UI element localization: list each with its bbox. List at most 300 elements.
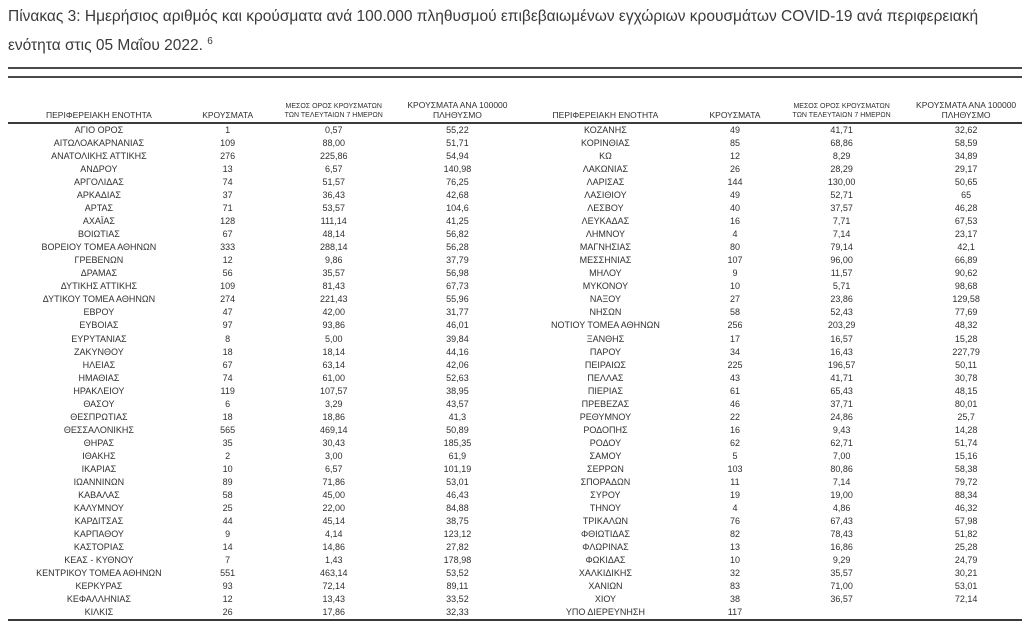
region-name-cell: ΡΕΘΥΜΝΟΥ bbox=[579, 411, 632, 422]
col-header-per100k bbox=[910, 78, 1022, 124]
table-row bbox=[514, 489, 1022, 502]
per100k-cell: 55,22 bbox=[446, 125, 469, 135]
region-name-cell: ΔΡΑΜΑΣ bbox=[80, 268, 118, 279]
per100k-cell: 185,35 bbox=[443, 437, 472, 448]
cases-cell: 274 bbox=[220, 294, 236, 305]
region-name-cell: ΑΡΚΑΔΙΑΣ bbox=[76, 190, 121, 201]
region-name-cell: ΞΑΝΘΗΣ bbox=[586, 333, 625, 344]
per100k-cell: 44,16 bbox=[446, 346, 469, 357]
region-name-cell: ΠΕΛΛΑΣ bbox=[587, 372, 624, 383]
per100k-cell: 227,79 bbox=[952, 346, 980, 357]
avg7day-cell: 18,14 bbox=[322, 346, 345, 357]
avg7day-cell: 469,14 bbox=[319, 424, 348, 435]
per100k-cell: 52,63 bbox=[446, 372, 469, 383]
table-row bbox=[514, 189, 1022, 202]
per100k-cell: 30,21 bbox=[954, 568, 978, 579]
table-row bbox=[514, 528, 1022, 541]
cases-cell: 6 bbox=[225, 398, 231, 409]
per100k-cell: 50,65 bbox=[954, 177, 978, 188]
table-row bbox=[514, 137, 1022, 150]
avg7day-cell bbox=[773, 606, 910, 619]
per100k-cell: 61,9 bbox=[448, 450, 467, 461]
table-row bbox=[514, 267, 1022, 280]
cases-cell: 103 bbox=[727, 463, 743, 474]
region-name-cell: ΦΘΙΩΤΙΔΑΣ bbox=[580, 528, 630, 539]
table-row bbox=[8, 424, 513, 437]
region-name-cell: ΣΕΡΡΩΝ bbox=[587, 463, 624, 474]
region-name-cell: ΘΗΡΑΣ bbox=[83, 437, 115, 448]
avg7day-cell: 11,57 bbox=[830, 268, 853, 279]
table-row bbox=[8, 189, 513, 202]
cases-cell: 4 bbox=[732, 502, 738, 513]
region-name-cell: ΦΛΩΡΙΝΑΣ bbox=[582, 542, 629, 552]
region-name-cell: ΕΥΡΥΤΑΝΙΑΣ bbox=[71, 333, 127, 344]
avg7day-cell: 107,57 bbox=[319, 385, 348, 396]
per100k-cell: 129,58 bbox=[952, 294, 980, 305]
region-name-cell: ΗΡΑΚΛΕΙΟΥ bbox=[73, 385, 125, 396]
per100k-cell: 51,82 bbox=[954, 528, 978, 539]
cases-cell: 109 bbox=[220, 281, 236, 292]
per100k-cell: 58,38 bbox=[954, 463, 978, 474]
per100k-cell: 72,14 bbox=[954, 594, 978, 605]
region-name-cell: ΑΡΓΟΛΙΔΑΣ bbox=[73, 177, 124, 188]
table-row bbox=[8, 176, 513, 189]
col-header-region: ΠΕΡΙΦΕΡΕΙΑΚΗ ΕΝΟΤΗΤΑ bbox=[45, 110, 152, 120]
per100k-cell: 31,77 bbox=[446, 307, 469, 318]
cases-cell: 35 bbox=[222, 437, 233, 448]
avg7day-cell: 5,71 bbox=[832, 281, 851, 292]
cases-cell: 62 bbox=[729, 437, 740, 448]
per100k-cell: 48,32 bbox=[954, 320, 978, 331]
table-row bbox=[8, 528, 513, 541]
avg7day-cell: 53,57 bbox=[322, 203, 345, 214]
table-row bbox=[8, 163, 513, 176]
per100k-cell: 41,25 bbox=[446, 216, 469, 227]
cases-cell: 40 bbox=[729, 203, 740, 214]
region-name-cell: ΣΑΜΟΥ bbox=[589, 450, 622, 461]
cases-cell: 12 bbox=[729, 151, 740, 162]
avg7day-cell: 36,43 bbox=[322, 190, 345, 201]
region-name-cell: ΠΙΕΡΙΑΣ bbox=[587, 385, 623, 396]
per100k-cell: 23,17 bbox=[954, 229, 978, 240]
cases-cell: 85 bbox=[729, 138, 740, 149]
per100k-cell: 50,89 bbox=[446, 424, 469, 435]
cases-cell: 93 bbox=[222, 581, 233, 592]
per100k-cell: 57,98 bbox=[954, 515, 978, 526]
avg7day-cell: 36,57 bbox=[830, 594, 853, 605]
avg7day-cell: 111,14 bbox=[320, 216, 347, 227]
region-name-cell: ΚΑΡΠΑΘΟΥ bbox=[73, 528, 124, 539]
avg7day-cell: 17,86 bbox=[322, 607, 345, 618]
region-name-cell: ΝΗΣΩΝ bbox=[589, 307, 622, 318]
avg7day-cell: 9,29 bbox=[832, 555, 851, 566]
avg7day-cell: 22,00 bbox=[322, 502, 345, 513]
per100k-cell: 53,01 bbox=[446, 476, 469, 487]
per100k-cell: 101,19 bbox=[443, 463, 472, 474]
covid-table-left-body bbox=[8, 124, 513, 619]
cases-cell: 109 bbox=[220, 138, 236, 149]
table-caption bbox=[8, 4, 1020, 58]
table-row bbox=[8, 567, 513, 580]
avg7day-cell: 9,43 bbox=[832, 424, 851, 435]
per100k-cell: 51,71 bbox=[446, 138, 469, 149]
region-name-cell: ΥΠΟ ΔΙΕΡΕΥΝΗΣΗ bbox=[565, 607, 645, 618]
region-name-cell: ΚΙΛΚΙΣ bbox=[84, 607, 114, 618]
avg7day-cell: 130,00 bbox=[827, 177, 856, 188]
avg7day-cell: 63,14 bbox=[322, 359, 345, 370]
cases-cell: 19 bbox=[729, 489, 740, 500]
per100k-cell: 46,43 bbox=[446, 489, 469, 500]
per100k-cell: 42,06 bbox=[446, 359, 469, 370]
avg7day-cell: 51,57 bbox=[322, 177, 345, 188]
table-row bbox=[514, 163, 1022, 176]
cases-cell: 32 bbox=[729, 568, 740, 579]
per100k-cell: 38,75 bbox=[446, 515, 469, 526]
table-row bbox=[8, 150, 513, 163]
table-row bbox=[8, 554, 513, 567]
region-name-cell: ΑΡΤΑΣ bbox=[84, 203, 114, 214]
avg7day-cell: 79,14 bbox=[830, 242, 853, 253]
avg7day-cell: 16,43 bbox=[830, 346, 853, 357]
cases-cell: 67 bbox=[222, 229, 233, 240]
table-row bbox=[514, 333, 1022, 346]
per100k-cell: 39,84 bbox=[446, 333, 469, 344]
table-row bbox=[8, 333, 513, 346]
avg7day-cell: 68,86 bbox=[830, 138, 853, 149]
cases-cell: 565 bbox=[220, 424, 236, 435]
cases-cell: 26 bbox=[222, 607, 233, 618]
avg7day-cell: 16,57 bbox=[830, 333, 853, 344]
region-name-cell: ΛΑΚΩΝΙΑΣ bbox=[582, 164, 629, 175]
table-row bbox=[514, 372, 1022, 385]
region-name-cell: ΕΒΡΟΥ bbox=[83, 307, 115, 318]
cases-cell: 256 bbox=[727, 320, 743, 331]
table-row bbox=[8, 346, 513, 359]
per100k-cell: 178,98 bbox=[443, 555, 472, 566]
region-name-cell: ΒΟΡΕΙΟΥ ΤΟΜΕΑ ΑΘΗΝΩΝ bbox=[41, 242, 157, 253]
avg7day-cell: 41,71 bbox=[830, 372, 853, 383]
table-row bbox=[8, 476, 513, 489]
region-name-cell: ΗΜΑΘΙΑΣ bbox=[78, 372, 120, 383]
cases-cell: 61 bbox=[729, 385, 740, 396]
table-row bbox=[514, 398, 1022, 411]
avg7day-cell: 30,43 bbox=[322, 437, 345, 448]
avg7day-cell: 288,14 bbox=[319, 242, 348, 253]
avg7day-cell: 203,29 bbox=[827, 320, 856, 331]
avg7day-cell: 24,86 bbox=[830, 411, 853, 422]
region-name-cell: ΔΥΤΙΚΟΥ ΤΟΜΕΑ ΑΘΗΝΩΝ bbox=[42, 294, 156, 305]
region-name-cell: ΘΑΣΟΥ bbox=[83, 398, 115, 409]
cases-cell: 9 bbox=[732, 268, 738, 279]
table-row bbox=[8, 606, 513, 619]
per100k-cell: 27,82 bbox=[446, 542, 469, 552]
region-name-cell: ΑΓΙΟ ΟΡΟΣ bbox=[74, 125, 124, 135]
cases-cell: 26 bbox=[729, 164, 740, 175]
per100k-cell: 98,68 bbox=[954, 281, 978, 292]
avg7day-cell: 13,43 bbox=[322, 594, 345, 605]
avg7day-cell: 5,00 bbox=[324, 333, 343, 344]
table-row bbox=[514, 580, 1022, 593]
avg7day-cell: 62,71 bbox=[830, 437, 853, 448]
per100k-cell: 56,98 bbox=[446, 268, 469, 279]
region-name-cell: ΚΟΖΑΝΗΣ bbox=[584, 125, 627, 135]
per100k-cell: 123,12 bbox=[443, 528, 472, 539]
table-row bbox=[8, 241, 513, 254]
per100k-cell: 42,1 bbox=[957, 242, 975, 253]
avg7day-cell: 8,29 bbox=[832, 151, 851, 162]
avg7day-cell: 42,00 bbox=[322, 307, 345, 318]
region-name-cell: ΤΡΙΚΑΛΩΝ bbox=[582, 515, 629, 526]
table-row bbox=[8, 411, 513, 424]
table-row bbox=[514, 450, 1022, 463]
table-row bbox=[514, 606, 1022, 619]
table-row bbox=[8, 541, 513, 554]
cases-cell: 18 bbox=[222, 346, 233, 357]
region-name-cell: ΛΕΥΚΑΔΑΣ bbox=[581, 216, 630, 227]
per100k-cell: 43,57 bbox=[446, 398, 469, 409]
cases-cell: 7 bbox=[225, 555, 231, 566]
avg7day-cell: 4,14 bbox=[324, 528, 343, 539]
col-header-avg7day-line2: ΤΩΝ ΤΕΛΕΥΤΑΙΩΝ 7 ΗΜΕΡΩΝ bbox=[284, 111, 383, 119]
avg7day-cell: 4,86 bbox=[832, 502, 851, 513]
region-name-cell: ΛΑΣΙΘΙΟΥ bbox=[584, 190, 627, 201]
cases-cell: 56 bbox=[222, 268, 233, 279]
per100k-cell: 90,62 bbox=[954, 268, 978, 279]
table-row bbox=[8, 215, 513, 228]
table-row bbox=[8, 306, 513, 319]
avg7day-cell: 225,86 bbox=[319, 151, 348, 162]
table-row bbox=[8, 372, 513, 385]
cases-cell: 16 bbox=[729, 216, 740, 227]
table-row bbox=[514, 228, 1022, 241]
cases-cell: 83 bbox=[729, 581, 740, 592]
table-bottom-rule bbox=[8, 619, 1022, 621]
per100k-cell: 48,15 bbox=[954, 385, 978, 396]
col-header-cases: ΚΡΟΥΣΜΑΤΑ bbox=[709, 110, 761, 120]
cases-cell: 58 bbox=[222, 489, 233, 500]
cases-cell: 13 bbox=[222, 164, 233, 175]
cases-cell: 276 bbox=[220, 151, 236, 162]
region-name-cell: ΑΙΤΩΛΟΑΚΑΡΝΑΝΙΑΣ bbox=[53, 138, 145, 149]
cases-cell: 128 bbox=[220, 216, 236, 227]
per100k-cell: 15,16 bbox=[954, 450, 978, 461]
per100k-cell: 25,28 bbox=[954, 542, 978, 552]
covid-table-left bbox=[8, 78, 513, 619]
per100k-cell: 140,98 bbox=[443, 164, 472, 175]
cases-cell: 10 bbox=[729, 281, 740, 292]
region-name-cell: ΛΗΜΝΟΥ bbox=[585, 229, 626, 240]
avg7day-cell: 6,57 bbox=[324, 463, 343, 474]
avg7day-cell: 3,29 bbox=[324, 398, 343, 409]
avg7day-cell: 61,00 bbox=[322, 372, 345, 383]
table-row bbox=[8, 463, 513, 476]
region-name-cell: ΛΕΣΒΟΥ bbox=[587, 203, 624, 214]
region-name-cell: ΜΥΚΟΝΟΥ bbox=[582, 281, 629, 292]
cases-cell: 9 bbox=[225, 528, 231, 539]
cases-cell: 1 bbox=[225, 125, 231, 135]
region-name-cell: ΚΕΡΚΥΡΑΣ bbox=[75, 581, 123, 592]
region-name-cell: ΣΠΟΡΑΔΩΝ bbox=[580, 476, 631, 487]
per100k-cell: 53,01 bbox=[954, 581, 978, 592]
table-row bbox=[514, 293, 1022, 306]
per100k-cell: 41,3 bbox=[448, 411, 467, 422]
region-name-cell: ΠΡΕΒΕΖΑΣ bbox=[581, 398, 630, 409]
avg7day-cell: 52,43 bbox=[830, 307, 853, 318]
table-row bbox=[8, 359, 513, 372]
avg7day-cell: 7,14 bbox=[832, 476, 851, 487]
per100k-cell: 84,88 bbox=[446, 502, 469, 513]
cases-cell: 46 bbox=[729, 398, 740, 409]
avg7day-cell: 45,00 bbox=[322, 489, 345, 500]
per100k-cell: 58,59 bbox=[954, 138, 978, 149]
cases-cell: 551 bbox=[220, 568, 236, 579]
per100k-cell: 104,6 bbox=[446, 203, 469, 214]
per100k-cell: 55,96 bbox=[446, 294, 469, 305]
cases-cell: 11 bbox=[730, 476, 740, 487]
region-name-cell: ΘΕΣΠΡΩΤΙΑΣ bbox=[70, 411, 128, 422]
col-header-region: ΠΕΡΙΦΕΡΕΙΑΚΗ ΕΝΟΤΗΤΑ bbox=[552, 110, 659, 120]
region-name-cell: ΙΚΑΡΙΑΣ bbox=[81, 463, 117, 474]
per100k-cell: 46,28 bbox=[954, 203, 978, 214]
cases-cell: 74 bbox=[222, 177, 233, 188]
per100k-cell: 34,89 bbox=[954, 151, 978, 162]
top-rule-upper bbox=[8, 67, 1022, 69]
footnote-ref: 6 bbox=[207, 36, 213, 47]
table-row bbox=[8, 228, 513, 241]
col-header-avg7day bbox=[773, 78, 910, 124]
cases-cell: 225 bbox=[727, 359, 743, 370]
avg7day-cell: 72,14 bbox=[322, 581, 345, 592]
table-row bbox=[514, 554, 1022, 567]
region-name-cell: ΚΑΒΑΛΑΣ bbox=[78, 489, 120, 500]
avg7day-cell: 67,43 bbox=[830, 515, 853, 526]
avg7day-cell: 7,71 bbox=[832, 216, 851, 227]
table-row bbox=[514, 593, 1022, 606]
per100k-cell: 33,52 bbox=[446, 594, 469, 605]
region-name-cell: ΚΑΡΔΙΤΣΑΣ bbox=[74, 515, 124, 526]
cases-cell: 49 bbox=[729, 190, 740, 201]
cases-cell: 12 bbox=[222, 594, 233, 605]
cases-cell: 17 bbox=[729, 333, 740, 344]
per100k-cell: 76,25 bbox=[446, 177, 469, 188]
cases-cell: 16 bbox=[729, 424, 740, 435]
avg7day-cell: 88,00 bbox=[322, 138, 345, 149]
region-name-cell: ΗΛΕΙΑΣ bbox=[82, 359, 116, 370]
cases-cell: 47 bbox=[222, 307, 233, 318]
per100k-cell: 67,53 bbox=[954, 216, 978, 227]
region-name-cell: ΔΥΤΙΚΗΣ ΑΤΤΙΚΗΣ bbox=[60, 281, 138, 292]
region-name-cell: ΧΑΝΙΩΝ bbox=[588, 581, 623, 592]
cases-cell: 117 bbox=[727, 607, 743, 618]
avg7day-cell: 221,43 bbox=[319, 294, 348, 305]
table-row bbox=[514, 411, 1022, 424]
table-row bbox=[514, 476, 1022, 489]
per100k-cell: 50,11 bbox=[955, 359, 978, 370]
per100k-cell bbox=[910, 606, 1022, 619]
region-name-cell: ΤΗΝΟΥ bbox=[589, 502, 622, 513]
col-header-avg7day-line1: ΜΕΣΟΣ ΟΡΟΣ ΚΡΟΥΣΜΑΤΩΝ bbox=[793, 103, 890, 110]
avg7day-cell: 16,86 bbox=[830, 542, 853, 552]
per100k-cell: 89,11 bbox=[446, 581, 469, 592]
avg7day-cell: 52,71 bbox=[830, 190, 853, 201]
cases-cell: 10 bbox=[222, 463, 233, 474]
region-name-cell: ΖΑΚΥΝΘΟΥ bbox=[74, 346, 124, 357]
region-name-cell: ΡΟΔΟΠΗΣ bbox=[583, 424, 628, 435]
avg7day-cell: 80,86 bbox=[830, 463, 853, 474]
table-row bbox=[514, 346, 1022, 359]
region-name-cell: ΠΕΙΡΑΙΩΣ bbox=[584, 359, 626, 370]
per100k-cell: 46,32 bbox=[954, 502, 978, 513]
region-name-cell: ΛΑΡΙΣΑΣ bbox=[586, 177, 625, 188]
region-name-cell: ΧΙΟΥ bbox=[594, 594, 617, 605]
col-header-per100k-line1: ΚΡΟΥΣΜΑΤΑ ΑΝΑ 100000 bbox=[407, 100, 508, 110]
table-row bbox=[514, 215, 1022, 228]
region-name-cell: ΣΥΡΟΥ bbox=[590, 489, 621, 500]
per100k-cell: 66,89 bbox=[954, 255, 978, 266]
table-row bbox=[8, 267, 513, 280]
cases-cell: 5 bbox=[732, 450, 738, 461]
cases-cell: 107 bbox=[727, 255, 743, 266]
region-name-cell: ΜΑΓΝΗΣΙΑΣ bbox=[579, 242, 631, 253]
cases-cell: 22 bbox=[729, 411, 740, 422]
per100k-cell: 67,73 bbox=[446, 281, 469, 292]
region-name-cell: ΑΝΑΤΟΛΙΚΗΣ ΑΤΤΙΚΗΣ bbox=[51, 151, 147, 162]
avg7day-cell: 65,43 bbox=[830, 385, 853, 396]
region-name-cell: ΜΗΛΟΥ bbox=[589, 268, 622, 279]
table-row bbox=[8, 202, 513, 215]
table-row bbox=[8, 580, 513, 593]
table-row bbox=[8, 254, 513, 267]
table-row bbox=[8, 124, 513, 137]
avg7day-cell: 18,86 bbox=[322, 411, 345, 422]
region-name-cell: ΚΟΡΙΝΘΙΑΣ bbox=[581, 138, 630, 149]
table-row bbox=[514, 241, 1022, 254]
cases-cell: 333 bbox=[220, 242, 236, 253]
col-header-avg7day bbox=[266, 78, 402, 124]
table-row bbox=[514, 437, 1022, 450]
avg7day-cell: 9,86 bbox=[324, 255, 343, 266]
cases-cell: 97 bbox=[222, 320, 233, 331]
per100k-cell: 15,28 bbox=[954, 333, 978, 344]
per100k-cell: 25,7 bbox=[957, 411, 975, 422]
region-name-cell: ΘΕΣΣΑΛΟΝΙΚΗΣ bbox=[63, 424, 134, 435]
col-header-avg7day-line1: ΜΕΣΟΣ ΟΡΟΣ ΚΡΟΥΣΜΑΤΩΝ bbox=[285, 103, 382, 110]
table-row bbox=[514, 385, 1022, 398]
table-row bbox=[514, 541, 1022, 554]
avg7day-cell: 78,43 bbox=[830, 528, 853, 539]
table-row bbox=[8, 280, 513, 293]
region-name-cell: ΝΟΤΙΟΥ ΤΟΜΕΑ ΑΘΗΝΩΝ bbox=[551, 320, 660, 331]
cases-cell: 10 bbox=[729, 555, 740, 566]
per100k-cell: 46,01 bbox=[446, 320, 469, 331]
per100k-cell: 88,34 bbox=[954, 489, 978, 500]
cases-cell: 76 bbox=[729, 515, 740, 526]
col-header-per100k-line2: ΠΛΗΘΥΣΜΟ bbox=[432, 110, 482, 120]
cases-cell: 13 bbox=[729, 542, 740, 552]
region-name-cell: ΦΩΚΙΔΑΣ bbox=[585, 555, 626, 566]
cases-cell: 18 bbox=[222, 411, 233, 422]
avg7day-cell: 37,71 bbox=[830, 398, 853, 409]
col-header-avg7day-line2: ΤΩΝ ΤΕΛΕΥΤΑΙΩΝ 7 ΗΜΕΡΩΝ bbox=[792, 111, 891, 119]
cases-cell: 14 bbox=[222, 542, 233, 552]
table-row bbox=[8, 293, 513, 306]
table-row bbox=[514, 280, 1022, 293]
region-name-cell: ΚΕΝΤΡΙΚΟΥ ΤΟΜΕΑ ΑΘΗΝΩΝ bbox=[36, 568, 162, 579]
cases-cell: 43 bbox=[729, 372, 740, 383]
cases-cell: 34 bbox=[729, 346, 740, 357]
avg7day-cell: 35,57 bbox=[322, 268, 345, 279]
per100k-cell: 37,79 bbox=[446, 255, 469, 266]
